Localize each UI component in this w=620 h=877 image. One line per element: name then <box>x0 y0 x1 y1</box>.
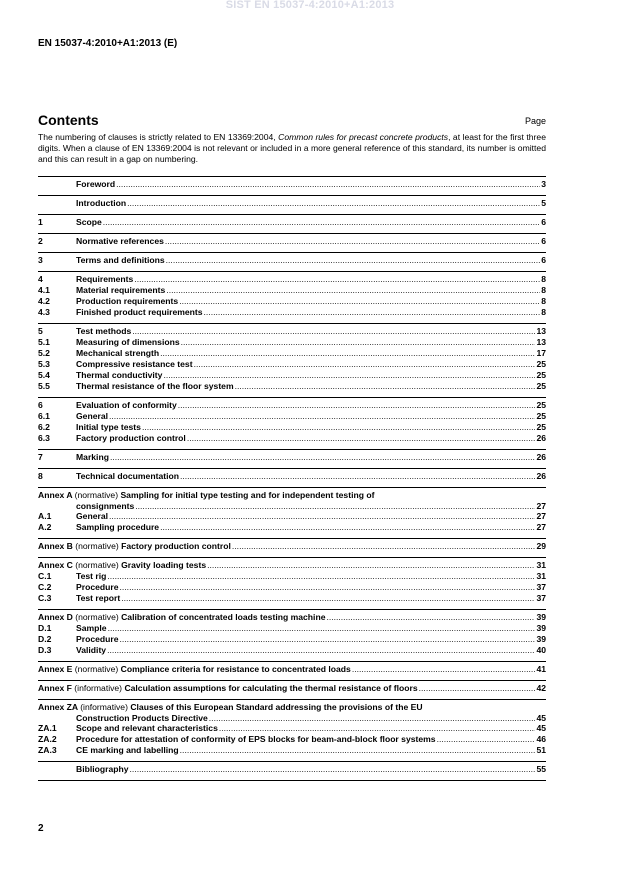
toc-entry-page: 6 <box>541 217 546 227</box>
toc-entry[interactable] <box>38 307 546 318</box>
toc-entry-title: Marking <box>76 452 109 462</box>
annex-title: Calculation assumptions for calculating the thermal resistance of floors <box>124 683 418 693</box>
toc-entry-title: Production requirements <box>76 296 179 306</box>
toc-entry-number: C.3 <box>38 593 52 603</box>
toc-entry-page: 3 <box>541 179 546 189</box>
dot-leader <box>163 370 535 380</box>
dot-leader <box>142 422 535 432</box>
toc-entry-page: 26 <box>536 452 546 462</box>
toc-entry-number: D.1 <box>38 623 52 633</box>
document-header: EN 15037-4:2010+A1:2013 (E) <box>38 38 178 49</box>
toc-group <box>38 195 546 214</box>
toc-entry-title: General <box>76 411 109 421</box>
toc-entry[interactable] <box>38 422 546 433</box>
dot-leader <box>181 337 536 347</box>
toc-entry-number: 8 <box>38 471 43 481</box>
toc-group <box>38 680 546 699</box>
toc-entry-title <box>38 702 423 712</box>
toc-group <box>38 538 546 557</box>
toc-entry[interactable] <box>38 522 546 533</box>
toc-entry-page: 8 <box>541 296 546 306</box>
toc-entry[interactable] <box>38 723 546 734</box>
toc-entry-page: 42 <box>536 683 546 693</box>
toc-entry[interactable] <box>38 411 546 422</box>
toc-group <box>38 233 546 252</box>
annex-kind: (normative) <box>74 490 121 500</box>
toc-entry[interactable] <box>38 645 546 656</box>
dot-leader <box>352 664 536 674</box>
dot-leader <box>180 745 536 755</box>
toc-entry-title: Technical documentation <box>76 471 179 481</box>
annex-label: Annex F <box>38 683 75 693</box>
toc-entry-title: Compressive resistance test <box>76 359 193 369</box>
toc-entry[interactable] <box>38 370 546 381</box>
annex-kind: (informative) <box>80 702 131 712</box>
toc-entry-title: General <box>76 511 109 521</box>
annex-kind: (normative) <box>74 664 121 674</box>
toc-entry-page: 26 <box>536 433 546 443</box>
toc-entry[interactable] <box>38 326 546 337</box>
toc-entry[interactable] <box>38 348 546 359</box>
toc-entry-continuation[interactable] <box>38 713 546 723</box>
toc-entry-number: 6.3 <box>38 433 50 443</box>
toc-entry-title <box>38 490 374 500</box>
toc-entry-page: 29 <box>536 541 546 551</box>
toc-entry[interactable] <box>38 337 546 348</box>
dot-leader <box>107 645 535 655</box>
toc-entry-title: Mechanical strength <box>76 348 160 358</box>
toc-entry-page: 27 <box>536 501 546 511</box>
dot-leader <box>120 634 536 644</box>
toc-group <box>38 609 546 661</box>
toc-entry-page: 8 <box>541 307 546 317</box>
toc-entry[interactable] <box>38 452 546 463</box>
annex-kind: (informative) <box>74 683 125 693</box>
toc-entry-title: Factory production control <box>76 433 186 443</box>
dot-leader <box>107 571 535 581</box>
toc-group <box>38 252 546 271</box>
dot-leader <box>130 764 536 774</box>
toc-entry-title: Bibliography <box>76 764 129 774</box>
toc-entry-page: 13 <box>536 337 546 347</box>
dot-leader <box>209 713 536 723</box>
toc-entry-title: Thermal resistance of the floor system <box>76 381 234 391</box>
toc-group <box>38 557 546 609</box>
toc-entry-title-cont: Construction Products Directive <box>76 713 208 723</box>
toc-entry[interactable] <box>38 582 546 593</box>
toc-entry-title: Thermal conductivity <box>76 370 163 380</box>
page-column-label: Page <box>524 116 546 126</box>
toc-entry-number: 6.2 <box>38 422 50 432</box>
toc-entry-number: C.2 <box>38 582 52 592</box>
toc-entry-title: Material requirements <box>76 285 166 295</box>
toc-entry-title: Finished product requirements <box>76 307 203 317</box>
toc-entry[interactable] <box>38 634 546 645</box>
dot-leader <box>235 381 536 391</box>
toc-entry-number: A.2 <box>38 522 52 532</box>
toc-entry-number: 5 <box>38 326 43 336</box>
annex-label: Annex A <box>38 490 75 500</box>
toc-entry-page: 27 <box>536 511 546 521</box>
toc-entry-title: Test rig <box>76 571 107 581</box>
toc-entry[interactable] <box>38 664 546 675</box>
toc-entry-number: 3 <box>38 255 43 265</box>
toc-entry-title <box>38 664 351 674</box>
toc-entry-page: 46 <box>536 734 546 744</box>
annex-label: Annex ZA <box>38 702 81 712</box>
toc-entry[interactable] <box>38 541 546 552</box>
toc-entry-page: 39 <box>536 612 546 622</box>
toc-group-gap <box>38 775 546 780</box>
toc-entry-number: 1 <box>38 217 43 227</box>
annex-kind: (normative) <box>75 541 122 551</box>
toc-entry-page: 31 <box>536 571 546 581</box>
toc-entry-page: 5 <box>541 198 546 208</box>
toc-entry-number: 5.3 <box>38 359 50 369</box>
toc-entry-title: Terms and definitions <box>76 255 165 265</box>
dot-leader <box>187 433 536 443</box>
toc-entry-number: 5.2 <box>38 348 50 358</box>
toc-entry-page: 25 <box>536 422 546 432</box>
page-title: Contents <box>38 112 99 128</box>
toc-entry[interactable] <box>38 381 546 392</box>
toc-entry-page: 8 <box>541 274 546 284</box>
dot-leader <box>178 400 536 410</box>
dot-leader <box>110 452 535 462</box>
toc-entry[interactable] <box>38 198 546 209</box>
dot-leader <box>127 198 540 208</box>
annex-kind: (normative) <box>75 612 122 622</box>
table-of-contents <box>38 176 546 781</box>
toc-entry-page: 51 <box>536 745 546 755</box>
watermark: SIST EN 15037-4:2010+A1:2013 <box>225 0 395 11</box>
toc-entry[interactable] <box>38 296 546 307</box>
toc-entry-page: 27 <box>536 522 546 532</box>
toc-entry-title-cont: consignments <box>76 501 135 511</box>
toc-entry[interactable] <box>38 179 546 190</box>
dot-leader <box>108 623 536 633</box>
toc-entry-page: 39 <box>536 634 546 644</box>
toc-entry[interactable] <box>38 511 546 522</box>
toc-entry-number: A.1 <box>38 511 52 521</box>
toc-entry-title: Scope and relevant characteristics <box>76 723 218 733</box>
toc-entry-number: 4.3 <box>38 307 50 317</box>
toc-entry-number: 5.4 <box>38 370 50 380</box>
toc-entry-page: 31 <box>536 560 546 570</box>
toc-entry[interactable] <box>38 734 546 745</box>
toc-entry-title: Measuring of dimensions <box>76 337 180 347</box>
toc-entry-title: Introduction <box>76 198 127 208</box>
toc-entry[interactable] <box>38 612 546 623</box>
toc-entry-title <box>38 560 206 570</box>
toc-entry-page: 25 <box>536 411 546 421</box>
toc-group <box>38 397 546 449</box>
toc-entry-page: 26 <box>536 471 546 481</box>
toc-entry[interactable] <box>38 490 546 501</box>
annex-label: Annex B <box>38 541 76 551</box>
toc-entry-page: 55 <box>536 764 546 774</box>
toc-entry-page: 39 <box>536 623 546 633</box>
dot-leader <box>437 734 536 744</box>
toc-entry-title: Procedure <box>76 634 119 644</box>
toc-entry-page: 37 <box>536 593 546 603</box>
dot-leader <box>116 179 540 189</box>
toc-entry-number: C.1 <box>38 571 52 581</box>
toc-entry-page: 6 <box>541 236 546 246</box>
toc-entry-title: Scope <box>76 217 102 227</box>
toc-entry-page: 6 <box>541 255 546 265</box>
toc-entry-title: Foreword <box>76 179 116 189</box>
toc-entry-title: Normative references <box>76 236 164 246</box>
dot-leader <box>109 511 535 521</box>
dot-leader <box>120 582 536 592</box>
toc-entry-title: Procedure <box>76 582 119 592</box>
annex-title: Compliance criteria for resistance to concentrated loads <box>120 664 351 674</box>
annex-title: Calibration of concentrated loads testing machine <box>121 612 326 622</box>
annex-title: Sampling for initial type testing and for independent testing of <box>120 490 375 500</box>
dot-leader <box>232 541 536 551</box>
toc-entry[interactable] <box>38 471 546 482</box>
toc-entry-page: 25 <box>536 400 546 410</box>
toc-group <box>38 176 546 195</box>
dot-leader <box>166 255 541 265</box>
intro-paragraph <box>38 132 546 165</box>
annex-label: Annex C <box>38 560 76 570</box>
toc-group <box>38 487 546 538</box>
toc-entry-title: Requirements <box>76 274 134 284</box>
toc-entry-title: Initial type tests <box>76 422 141 432</box>
toc-entry-number: D.2 <box>38 634 52 644</box>
toc-entry-title <box>38 683 418 693</box>
annex-label: Annex E <box>38 664 75 674</box>
toc-entry[interactable] <box>38 274 546 285</box>
toc-entry-number: 6.1 <box>38 411 50 421</box>
toc-entry[interactable] <box>38 702 546 713</box>
dot-leader <box>134 274 540 284</box>
toc-group <box>38 323 546 397</box>
toc-entry[interactable] <box>38 764 546 775</box>
toc-entry[interactable] <box>38 359 546 370</box>
toc-entry-number: 4 <box>38 274 43 284</box>
page-number: 2 <box>38 823 44 834</box>
dot-leader <box>165 236 540 246</box>
toc-group <box>38 271 546 323</box>
intro-text-2: , at least for the first three digits. When a clause of EN 13369:2004 is not relevant or included in a more general reference of this standard, its number is omitted and this can result in a gap on numbering. <box>38 132 546 164</box>
dot-leader <box>194 359 536 369</box>
dot-leader <box>219 723 536 733</box>
toc-entry-number: D.3 <box>38 645 52 655</box>
toc-entry-number: 5.5 <box>38 381 50 391</box>
toc-entry[interactable] <box>38 593 546 604</box>
toc-entry-page: 37 <box>536 582 546 592</box>
toc-entry[interactable] <box>38 571 546 582</box>
toc-entry[interactable] <box>38 236 546 247</box>
dot-leader <box>160 348 535 358</box>
dot-leader <box>207 560 535 570</box>
toc-entry[interactable] <box>38 217 546 228</box>
toc-group <box>38 699 546 761</box>
toc-entry-page: 25 <box>536 370 546 380</box>
dot-leader <box>326 612 535 622</box>
toc-entry[interactable] <box>38 745 546 756</box>
toc-entry-number: 2 <box>38 236 43 246</box>
toc-entry[interactable] <box>38 683 546 694</box>
toc-entry-title: Sampling procedure <box>76 522 160 532</box>
dot-leader <box>121 593 535 603</box>
toc-entry-title: Sample <box>76 623 107 633</box>
intro-italic: Common rules for precast concrete products <box>278 132 449 142</box>
toc-entry-page: 25 <box>536 359 546 369</box>
dot-leader <box>160 522 535 532</box>
toc-entry[interactable] <box>38 400 546 411</box>
toc-entry-page: 25 <box>536 381 546 391</box>
dot-leader <box>135 501 535 511</box>
toc-entry-title: CE marking and labelling <box>76 745 179 755</box>
toc-entry-page: 45 <box>536 713 546 723</box>
toc-group <box>38 449 546 468</box>
toc-entry-number: 7 <box>38 452 43 462</box>
toc-entry-page: 8 <box>541 285 546 295</box>
annex-title: Factory production control <box>121 541 231 551</box>
toc-entry[interactable] <box>38 623 546 634</box>
toc-group <box>38 661 546 680</box>
toc-entry-title: Test methods <box>76 326 132 336</box>
toc-entry-number: 6 <box>38 400 43 410</box>
toc-entry-number: 4.1 <box>38 285 50 295</box>
dot-leader <box>180 471 535 481</box>
annex-title: Gravity loading tests <box>121 560 207 570</box>
toc-entry-page: 17 <box>536 348 546 358</box>
toc-entry-title: Evaluation of conformity <box>76 400 177 410</box>
annex-label: Annex D <box>38 612 76 622</box>
dot-leader <box>109 411 535 421</box>
toc-entry-number: 4.2 <box>38 296 50 306</box>
annex-title: Clauses of this European Standard addressing the provisions of the EU <box>130 702 423 712</box>
dot-leader <box>419 683 536 693</box>
toc-entry-page: 40 <box>536 645 546 655</box>
toc-entry-number: 5.1 <box>38 337 50 347</box>
toc-entry-title <box>38 612 325 622</box>
toc-entry-number: ZA.2 <box>38 734 57 744</box>
toc-entry-page: 41 <box>536 664 546 674</box>
intro-text-1: The numbering of clauses is strictly related to EN 13369:2004, <box>38 132 279 142</box>
toc-entry-continuation[interactable] <box>38 501 546 511</box>
toc-group <box>38 761 546 781</box>
toc-entry[interactable] <box>38 255 546 266</box>
annex-kind: (normative) <box>75 560 122 570</box>
toc-entry-page: 13 <box>536 326 546 336</box>
dot-leader <box>204 307 541 317</box>
dot-leader <box>132 326 535 336</box>
toc-group <box>38 468 546 487</box>
toc-entry-title: Test report <box>76 593 121 603</box>
toc-group <box>38 214 546 233</box>
toc-entry[interactable] <box>38 433 546 444</box>
toc-entry-page: 45 <box>536 723 546 733</box>
toc-entry-number: ZA.1 <box>38 723 57 733</box>
toc-entry[interactable] <box>38 285 546 296</box>
toc-entry-title: Procedure for attestation of conformity of EPS blocks for beam-and-block floor systems <box>76 734 436 744</box>
dot-leader <box>179 296 540 306</box>
toc-entry-title: Validity <box>76 645 107 655</box>
toc-entry[interactable] <box>38 560 546 571</box>
dot-leader <box>166 285 540 295</box>
toc-entry-title <box>38 541 231 551</box>
dot-leader <box>103 217 540 227</box>
toc-entry-number: ZA.3 <box>38 745 57 755</box>
